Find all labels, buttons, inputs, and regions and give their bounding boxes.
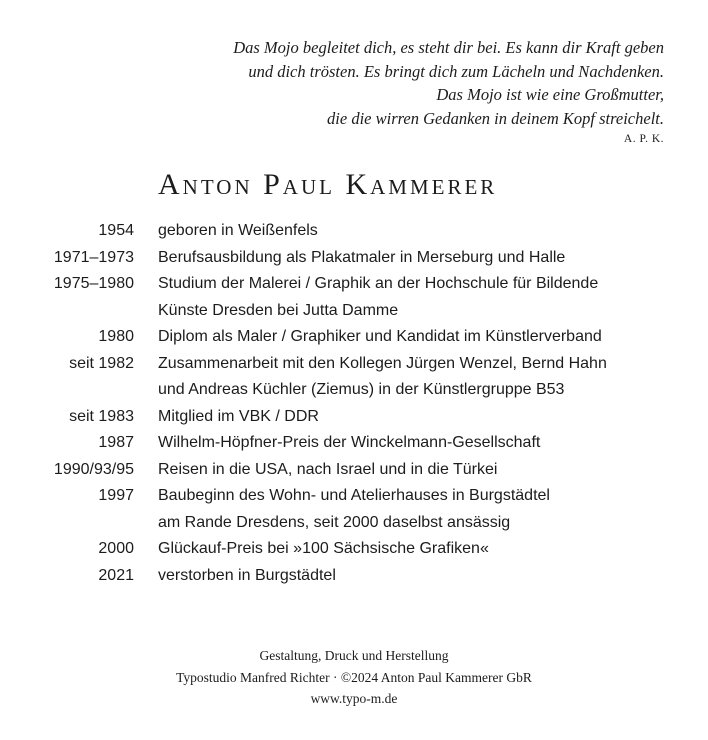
bio-entry [0,245,708,272]
bio-year: 1990/93/95 [53,460,134,478]
bio-year: 1980 [98,328,134,345]
biography-list [0,218,708,589]
bio-year: 1997 [98,487,134,504]
quote-signature: A. P. K. [623,133,664,145]
bio-text: verstorben in Burgstädtel [158,566,336,584]
bio-text: geboren in Weißenfels [158,222,318,239]
colophon [0,645,708,710]
bio-entry [0,324,708,351]
bio-year: 1975–1980 [53,275,134,292]
bio-text: Baubeginn des Wohn- und Atelierhauses in Burgstädtel am Rande Dresdens, seit 2000 daselbst ansässig [158,487,550,531]
bio-entry [0,536,708,563]
bio-year: 1954 [98,222,134,239]
bio-text: Reisen in die USA, nach Israel und in die Türkei [158,460,498,478]
bio-text: Mitglied im VBK / DDR [158,407,319,425]
bio-text: Studium der Malerei / Graphik an der Hochschule für Bildende Künste Dresden bei Jutta Damme [158,275,599,319]
bio-entry [0,218,708,245]
bio-entry [0,351,708,404]
bio-text: Berufsausbildung als Plakatmaler in Merseburg und Halle [158,248,566,266]
bio-year: 1971–1973 [53,248,134,266]
bio-entry [0,457,708,484]
bio-year: 2021 [98,566,134,584]
bio-entry [0,430,708,457]
bio-year: seit 1982 [69,354,134,372]
bio-year: 1987 [98,434,134,451]
bio-entry [0,563,708,590]
colophon-website: www.typo-m.de [310,691,398,706]
bio-entry [0,404,708,431]
colophon-line: Gestaltung, Druck und Herstellung [259,648,449,663]
artist-name: Anton Paul Kammerer [158,168,498,201]
bio-year: seit 1983 [69,407,134,425]
quote-line: Das Mojo ist wie eine Großmutter, [436,85,664,104]
mojo-quote [64,36,664,148]
bio-text: Wilhelm-Höpfner-Preis der Winckelmann-Gesellschaft [158,434,541,451]
bio-text: Zusammenarbeit mit den Kollegen Jürgen Wenzel, Bernd Hahn und Andreas Küchler (Ziemus) in der Künstlergruppe B53 [158,354,607,398]
quote-line: und dich trösten. Es bringt dich zum Lächeln und Nachdenken. [248,61,664,81]
bio-text: Diplom als Maler / Graphiker und Kandidat im Künstlerverband [158,328,602,345]
bio-entry [0,483,708,536]
bio-year: 2000 [98,540,134,557]
quote-line: die die wirren Gedanken in deinem Kopf streichelt. [327,108,664,128]
colophon-line: Typostudio Manfred Richter · ©2024 Anton Paul Kammerer GbR [176,669,532,685]
bio-text: Glückauf-Preis bei »100 Sächsische Grafiken« [158,540,489,557]
quote-line: Das Mojo begleitet dich, es steht dir bei. Es kann dir Kraft geben [233,38,664,57]
bio-entry [0,271,708,324]
